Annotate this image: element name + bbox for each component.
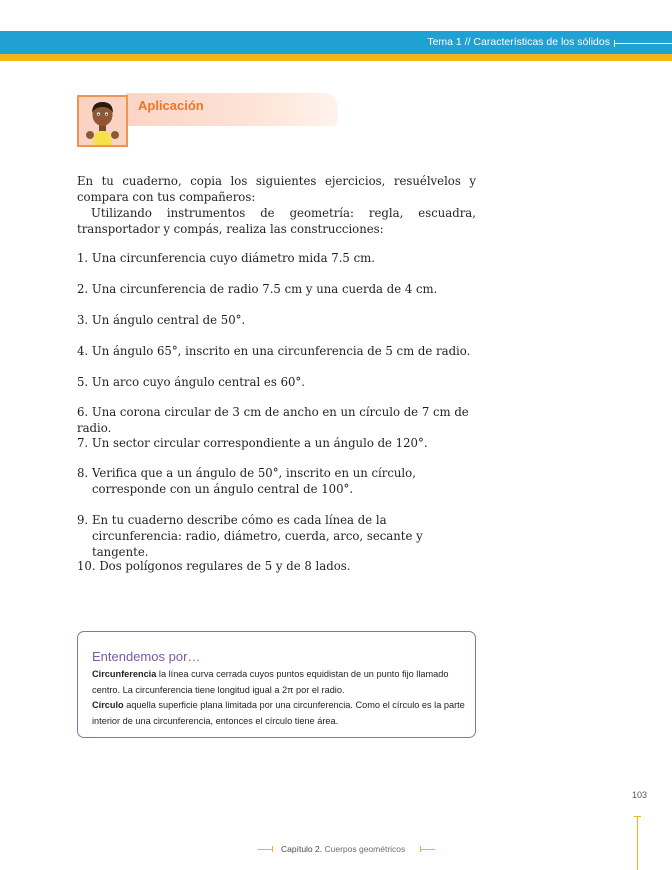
list-item [77, 374, 482, 390]
definitions-body [92, 667, 467, 729]
footer-tick-left [272, 846, 273, 852]
item-text: Un arco cuyo ángulo central es 60°. [91, 375, 305, 389]
item-text: Dos polígonos regulares de 5 y de 8 lados. [99, 559, 351, 573]
intro-construction: Utilizando instrumentos de geometría: regla, escuadra, transportador y compás, realiza las construcciones: [77, 206, 476, 236]
item-text: Una circunferencia de radio 7.5 cm y una cuerda de 4 cm. [91, 282, 438, 296]
item-number: 10. [77, 559, 96, 573]
term-circunferencia: Circunferencia [92, 669, 157, 679]
page-number: 103 [632, 790, 648, 800]
item-number: 4. [77, 344, 89, 358]
footer-chapter [281, 844, 405, 854]
item-text: Un sector circular correspondiente a un ángulo de 120°. [91, 436, 428, 450]
footer-line-left [258, 849, 273, 850]
header-accent-stripe [0, 54, 672, 61]
definitions-box [77, 631, 476, 738]
footer-chapter-title: Cuerpos geométricos [322, 844, 406, 854]
item-text: En tu cuaderno describe cómo es cada línea de la circunferencia: radio, diámetro, cuerda, arco, secante y tangente. [92, 513, 423, 559]
side-line [637, 816, 638, 870]
intro-instruction: En tu cuaderno, copia los siguientes ejercicios, resuélvelos y compara con tus compañeros: [77, 174, 476, 204]
item-number: 6. [77, 405, 89, 419]
list-item [77, 558, 482, 574]
item-number: 8. [77, 466, 89, 480]
list-item [77, 404, 482, 436]
list-item [77, 312, 482, 328]
definition-circulo: aquella superficie plana limitada por una circunferencia. Como el círculo es la parte interior de una circunferencia, entonces el círculo tiene área. [92, 700, 465, 726]
item-number: 3. [77, 313, 89, 327]
footer-line-right [420, 849, 435, 850]
list-item [77, 435, 482, 451]
header-line [614, 43, 672, 44]
boy-character-icon [77, 95, 128, 147]
item-number: 1. [77, 251, 89, 265]
list-item [77, 250, 482, 266]
list-item [77, 281, 482, 297]
definitions-title: Entendemos por… [92, 649, 201, 664]
term-circulo: Círculo [92, 700, 124, 710]
item-number: 2. [77, 282, 89, 296]
list-item [77, 512, 482, 560]
item-number: 7. [77, 436, 89, 450]
application-title: Aplicación [138, 98, 204, 113]
footer-chapter-number: Capítulo 2. [281, 844, 323, 854]
item-number: 5. [77, 375, 89, 389]
list-item [77, 343, 482, 359]
item-text: Un ángulo 65°, inscrito en una circunferencia de 5 cm de radio. [91, 344, 471, 358]
definition-circunferencia: la línea curva cerrada cuyos puntos equidistan de un punto fijo llamado centro. La circunferencia tiene longitud igual a 2π por el radio. [92, 669, 449, 695]
list-item [77, 465, 482, 497]
item-text: Una corona circular de 3 cm de ancho en un círculo de 7 cm de radio. [77, 405, 469, 435]
item-number: 9. [77, 513, 89, 527]
section-title: Tema 1 // Características de los sólidos [427, 36, 610, 48]
item-text: Una circunferencia cuyo diámetro mida 7.5 cm. [91, 251, 375, 265]
item-text: Un ángulo central de 50°. [91, 313, 246, 327]
item-text: Verifica que a un ángulo de 50°, inscrito en un círculo, corresponde con un ángulo central de 100°. [92, 466, 416, 496]
